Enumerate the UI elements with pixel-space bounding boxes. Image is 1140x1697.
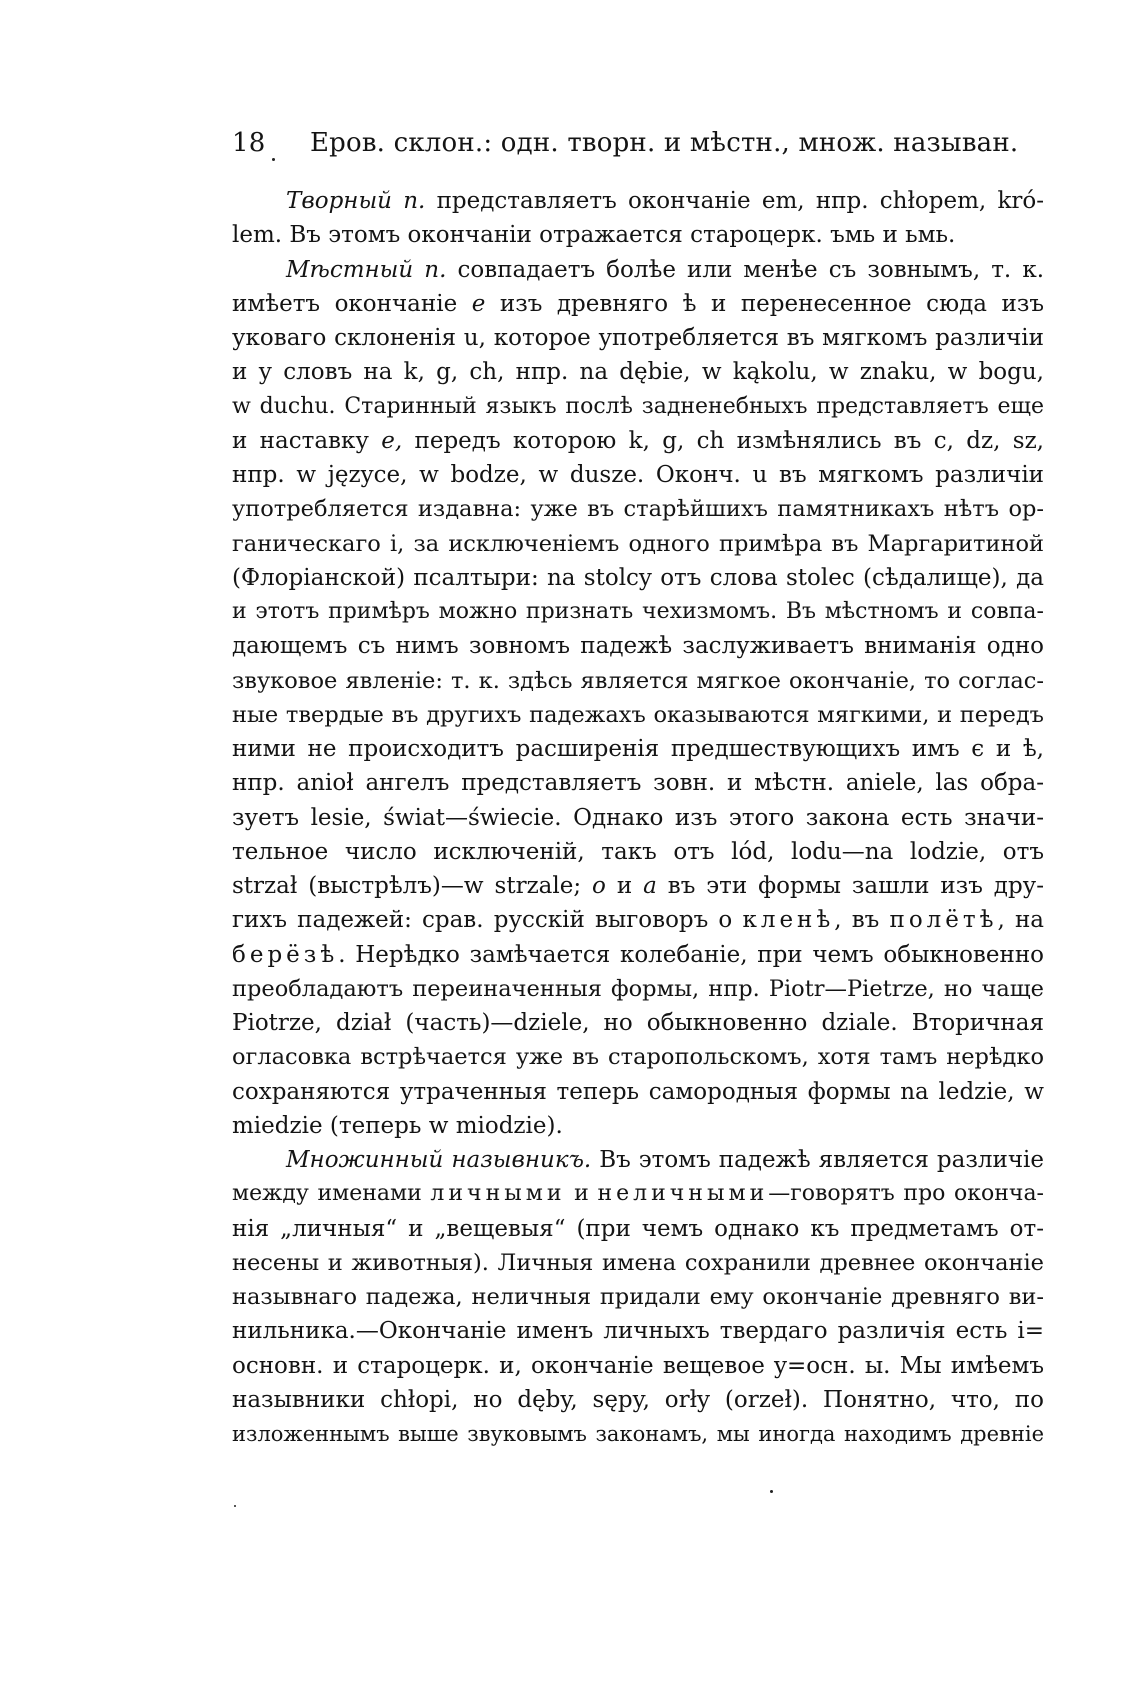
text-line xyxy=(232,1417,1044,1451)
text-line xyxy=(232,938,1044,972)
text-segment: нпр. anioł ангелъ представляетъ зовн. и мѣстн. aniele, las обра- xyxy=(232,770,1044,797)
text-segment: въ эти формы зашли изъ дру- xyxy=(656,873,1044,899)
italic-term: e xyxy=(471,290,486,317)
text-segment: совпадаетъ болѣе или менѣе съ зовнымъ, т. к. xyxy=(446,256,1044,283)
text-line xyxy=(232,458,1044,492)
page-header xyxy=(232,128,1042,158)
text-segment: несены и животныя). Личныя имена сохранили древнее окончаніе xyxy=(232,1249,1044,1276)
italic-term: Творный п. xyxy=(286,188,426,214)
text-segment: и xyxy=(565,1181,598,1207)
text-segment: Въ этомъ падежѣ является различіе xyxy=(591,1147,1044,1173)
text-line xyxy=(232,184,1044,218)
text-line xyxy=(232,390,1044,424)
text-segment: дающемъ съ нимъ зовномъ падежѣ заслуживаетъ вниманія одно xyxy=(232,633,1044,660)
text-line xyxy=(232,1280,1044,1314)
text-line xyxy=(232,492,1044,526)
text-segment: основн. и староцерк. и, окончаніе вещевое y=осн. ы. Мы имѣемъ xyxy=(232,1352,1044,1379)
text-segment: , на xyxy=(997,907,1044,934)
text-segment: имѣетъ окончаніе xyxy=(232,290,472,317)
text-line xyxy=(232,595,1044,629)
text-line xyxy=(232,732,1044,766)
text-segment: strzał (выстрѣлъ)—w strzale; xyxy=(232,873,593,899)
text-line xyxy=(232,1314,1044,1348)
text-line xyxy=(232,1177,1044,1211)
italic-term: Множинный назывникъ. xyxy=(286,1147,592,1173)
text-segment: уковаго склоненія u, которое употребляется въ мягкомъ различіи xyxy=(232,325,1044,351)
text-segment: преобладаютъ переиначенныя формы, нпр. Piotr—Pietrze, но чаще xyxy=(232,975,1044,1002)
text-line xyxy=(232,527,1044,561)
text-line xyxy=(232,835,1044,869)
text-segment: и этотъ примѣръ можно признать чехизмомъ. Въ мѣстномъ и совпа- xyxy=(232,599,1044,624)
text-line xyxy=(232,903,1044,937)
text-segment: (Флоріанской) псалтыри: na stolcy отъ слова stolec (сѣдалище), да xyxy=(232,564,1044,591)
text-segment: w duchu. Старинный языкъ послѣ задненебныхъ представляетъ еще xyxy=(232,393,1044,419)
text-segment: тельное число исключеній, такъ отъ lód, lodu—na lodzie, отъ xyxy=(232,838,1044,865)
body-text xyxy=(232,184,1044,1451)
text-segment: Piotrze, dział (часть)—dziele, но обыкновенно dziale. Вторичная xyxy=(232,1010,1044,1036)
text-line xyxy=(232,801,1044,835)
text-segment: назывнаго падежа, неличныя придали ему окончаніе древняго ви- xyxy=(232,1284,1044,1310)
text-line xyxy=(232,1040,1044,1074)
specks xyxy=(234,1505,236,1507)
spaced-word: полётѣ xyxy=(889,907,998,934)
text-line xyxy=(232,218,1044,252)
running-title: Еров. склон.: одн. творн. и мѣстн., множ. называн. xyxy=(309,128,1019,158)
italic-term: o xyxy=(592,873,606,899)
text-line xyxy=(232,321,1044,355)
text-segment: назывники chłopi, но dęby, sępy, orły (orzeł). Понятно, что, по xyxy=(232,1386,1044,1413)
text-segment: нія „личныя“ и „вещевыя“ (при чемъ однако къ предметамъ от- xyxy=(232,1215,1044,1242)
text-segment: —говорятъ про оконча- xyxy=(768,1181,1044,1207)
text-line xyxy=(232,698,1044,732)
spaced-word: берёзѣ xyxy=(232,941,339,968)
italic-term: a xyxy=(643,873,657,899)
specks xyxy=(272,158,275,161)
text-segment: ганическаго i, за исключеніемъ одного примѣра въ Маргаритиной xyxy=(232,530,1044,557)
text-line xyxy=(232,664,1044,698)
text-line xyxy=(232,869,1044,903)
page-number: 18 xyxy=(232,128,266,158)
text-segment: звуковое явленіе: т. к. здѣсь является мягкое окончаніе, то соглас- xyxy=(232,667,1044,694)
spaced-word: кленѣ xyxy=(742,907,835,934)
text-segment: , въ xyxy=(834,907,890,934)
text-line xyxy=(232,424,1044,458)
text-line xyxy=(232,1349,1044,1383)
italic-term: e, xyxy=(381,427,403,454)
text-line xyxy=(232,287,1044,321)
text-segment: изложеннымъ выше звуковымъ законамъ, мы иногда находимъ древніе xyxy=(232,1422,1044,1446)
text-segment: lem. Въ этомъ окончаніи отражается староцерк. ъмь и ьмь. xyxy=(232,222,956,249)
text-segment: и у словъ на k, g, ch, нпр. na dębie, w kąkolu, w znaku, w bogu, xyxy=(232,359,1044,386)
italic-term: Мѣстный п. xyxy=(286,256,447,283)
text-line xyxy=(232,253,1044,287)
text-segment: огласовка встрѣчается уже въ старопольскомъ, хотя тамъ нерѣдко xyxy=(232,1044,1044,1071)
text-segment: miedzie (теперь w miodzie). xyxy=(232,1112,563,1139)
text-segment: и наставку xyxy=(232,427,382,454)
text-segment: нпр. w języce, w bodze, w dusze. Оконч. u въ мягкомъ различіи xyxy=(232,462,1044,488)
text-segment: представляетъ окончаніе em, нпр. chłopem, kró- xyxy=(425,188,1044,214)
text-line xyxy=(232,1143,1044,1177)
text-line xyxy=(232,1246,1044,1280)
spaced-word: личными xyxy=(430,1181,566,1207)
text-segment: и xyxy=(605,873,644,899)
text-line xyxy=(232,972,1044,1006)
text-line xyxy=(232,629,1044,663)
text-segment: употребляется издавна: уже въ старѣйшихъ памятникахъ нѣтъ ор- xyxy=(232,496,1044,523)
text-line xyxy=(232,1109,1044,1143)
text-segment: зуетъ lesie, świat—świecie. Однако изъ этого закона есть значи- xyxy=(232,804,1044,831)
specks xyxy=(770,1490,773,1493)
text-segment: . Нерѣдко замѣчается колебаніе, при чемъ обыкновенно xyxy=(338,941,1044,968)
text-segment: ними не происходитъ расширенія предшествующихъ имъ є и ѣ, xyxy=(232,736,1044,762)
text-line xyxy=(232,1075,1044,1109)
text-line xyxy=(232,1212,1044,1246)
text-line xyxy=(232,1383,1044,1417)
text-segment: сохраняются утраченныя теперь самородныя формы na ledzie, w xyxy=(232,1078,1044,1105)
text-line xyxy=(232,355,1044,389)
text-segment: между именами xyxy=(232,1181,431,1207)
text-line xyxy=(232,1006,1044,1040)
spaced-word: неличными xyxy=(597,1181,769,1207)
text-line xyxy=(232,561,1044,595)
text-segment: нильника.—Окончаніе именъ личныхъ твердаго различія есть i= xyxy=(232,1318,1044,1345)
text-line xyxy=(232,766,1044,800)
text-segment: изъ древняго ѣ и перенесенное сюда изъ xyxy=(485,290,1044,317)
text-segment: передъ которою k, g, ch измѣнялись въ c, dz, sz, xyxy=(402,427,1044,454)
text-segment: гихъ падежей: срав. русскій выговоръ о xyxy=(232,907,743,934)
text-segment: ные твердые въ другихъ падежахъ оказываются мягкими, и передъ xyxy=(232,701,1044,728)
